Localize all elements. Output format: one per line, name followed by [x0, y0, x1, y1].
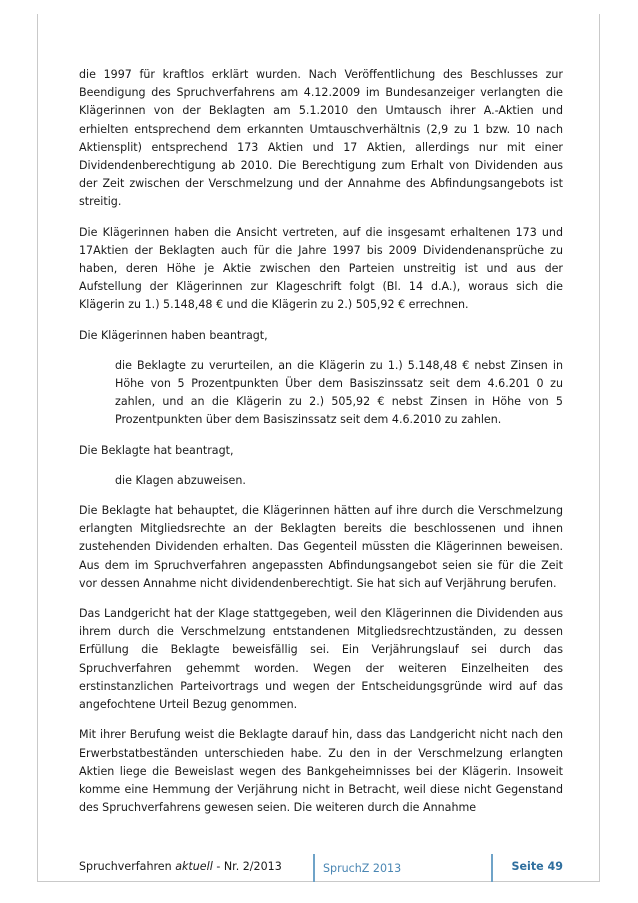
footer-page-label: Seite 49	[511, 860, 563, 873]
paragraph-1: die 1997 für kraftlos erklärt wurden. Nach Veröffentlichung des Beschlusses zur Beendigung des Spruchverfahrens am 4.12.2009 im Bundesanzeiger verlangten die Klägerinnen von der Beklagten am 5.1.2010 den Umtausch ihrer A.-Aktien und erhielten entsprechend dem erkannten Umtauschverhältnis (2,9 zu 1 bzw. 10 nach Aktiensplit) entsprechend 173 Aktien und 17 Aktien, allerdings nur mit einer Dividendenberechtigung ab 2010. Die Berechtigung zum Erhalt von Dividenden aus der Zeit zwischen der Verschmelzung und der Annahme des Abfindungsangebots ist streitig.	[79, 68, 563, 209]
paragraph-2: Die Klägerinnen haben die Ansicht vertreten, auf die insgesamt erhaltenen 173 und 17Aktien der Beklagten auch für die Jahre 1997 bis 2009 Dividendenansprüche zu haben, deren Höhe je Aktie zwischen den Parteien unstreitig ist und aus der Aufstellung der Klägerinnen zur Klageschrift folgt (Bl. 14 d.A.), woraus sich die Klägerin zu 1.) 5.148,48 € und die Klägerin zu 2.) 505,92 € errechnen.	[79, 225, 563, 312]
paragraph-9: Mit ihrer Berufung weist die Beklagte darauf hin, dass das Landgericht nicht nach den Erwerbstatbeständen unterschieden habe. Zu den in der Verschmelzung erlangten Aktien liege die Beweislast wegen des Bankgeheimnisses bei der Klägerin. Insoweit komme eine Hemmung der Verjährung nicht in Betracht, weil diese nicht Gegenstand des Spruchverfahrens gewesen seien. Die weiteren durch die Annahme	[79, 728, 563, 815]
footer-page-number	[491, 854, 563, 882]
paragraph-8: Das Landgericht hat der Klage stattgegeben, weil den Klägerinnen die Dividenden aus ihrem durch die Verschmelzung entstandenen Mitgliedsrechtzuständen, zu dessen Erfüllung die Beklagte beweisfällig sei. Ein Verjährungslauf sei durch das Spruchverfahren gehemmt worden. Wegen der weiteren Einzelheiten des erstinstanzlichen Parteivortrags und wegen der Entscheidungsgründe wird auf das angefochtene Urteil Bezug genommen.	[79, 607, 563, 712]
paragraph-4-motion: die Beklagte zu verurteilen, an die Klägerin zu 1.) 5.148,48 € nebst Zinsen in Höhe von 5 Prozentpunkten Über dem Basiszinssatz seit dem 4.6.201 0 zu zahlen, und an die Klägerin zu 2.) 505,92 € nebst Zinsen in Höhe von 5 Prozentpunkten über dem Basiszinssatz seit dem 4.6.2010 zu zahlen.	[115, 358, 563, 427]
page-footer	[37, 854, 600, 882]
footer-publication	[79, 860, 282, 873]
footer-journal	[313, 854, 401, 882]
footer-publication-issue: - Nr. 2/2013	[212, 860, 282, 873]
paragraph-7: Die Beklagte hat behauptet, die Klägerinnen hätten auf ihre durch die Verschmelzung erlangten Mitgliedsrechte an der Beklagten bereits die beschlossenen und ihnen zustehenden Dividenden erhalten. Das Gegenteil müssten die Klägerinnen beweisen. Aus dem im Spruchverfahren angepassten Abfindungsangebot seien sie für die Zeit vor dessen Annahme nicht dividendenberechtigt. Sie hat sich auf Verjährung berufen.	[79, 504, 563, 590]
footer-journal-label: SpruchZ 2013	[323, 862, 402, 875]
paragraph-5: Die Beklagte hat beantragt,	[79, 443, 234, 457]
footer-publication-prefix: Spruchverfahren	[79, 860, 176, 873]
footer-publication-italic: aktuell	[175, 860, 213, 873]
document-body	[79, 66, 563, 829]
paragraph-3: Die Klägerinnen haben beantragt,	[79, 328, 268, 342]
paragraph-6-motion: die Klagen abzuweisen.	[115, 473, 246, 487]
